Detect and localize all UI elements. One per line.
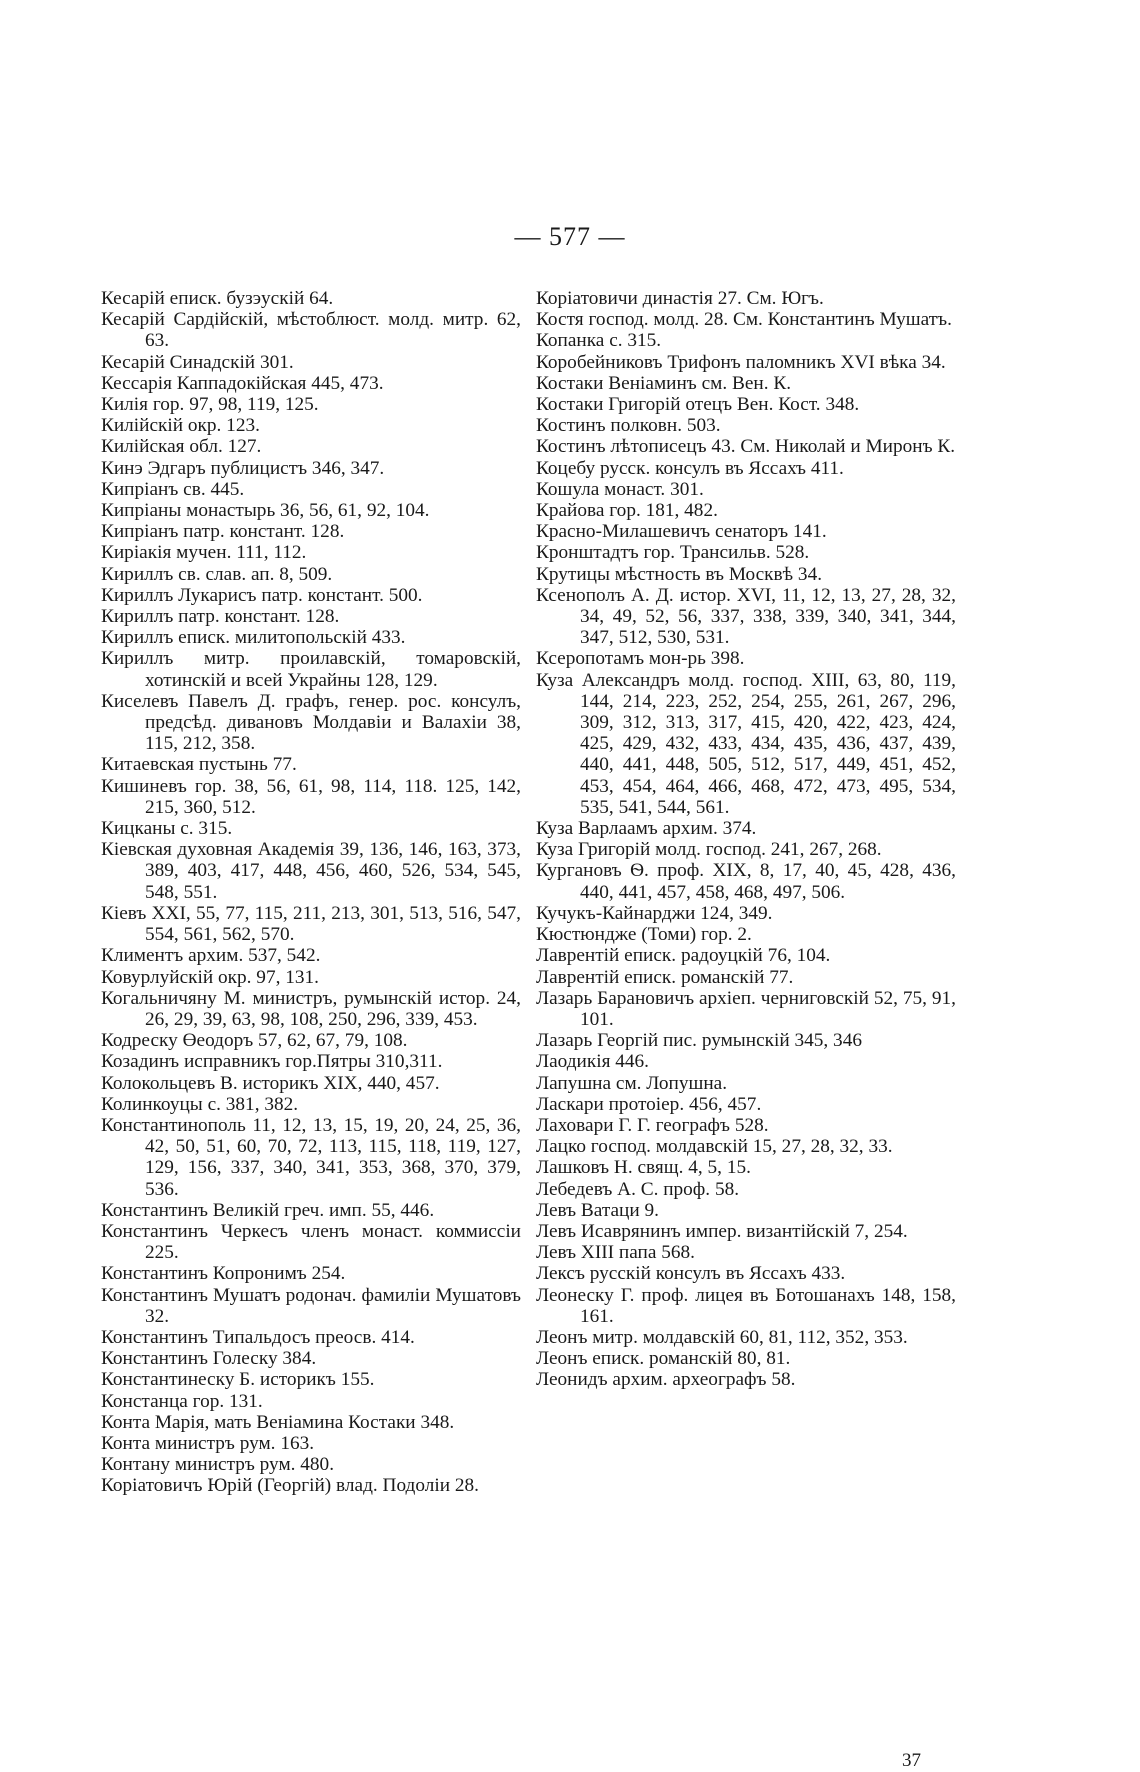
index-entry: Кириллъ Лукарисъ патр. констант. 500. — [101, 584, 423, 606]
index-entry: Лаврентій еписк. радоуцкій 76, 104. — [536, 945, 831, 967]
index-entry: Кириллъ патр. констант. 128. — [101, 606, 340, 628]
index-column-right — [536, 288, 956, 1391]
index-entry: Конта Марія, мать Веніамина Костаки 348. — [101, 1411, 455, 1433]
index-entry: Коріатовичи династія 27. См. Югъ. — [536, 288, 824, 309]
index-entry: Когальничяну М. министръ, румынскій истор. 24, 26, 29, 39, 63, 98, 108, 250, 296, 339, 453. — [101, 987, 521, 1030]
index-entry: Коробейниковъ Трифонъ паломникъ XVI вѣка 34. — [536, 351, 946, 373]
index-entry: Левъ Исаврянинъ импер. византійскій 7, 254. — [536, 1220, 908, 1242]
index-entry: Костаки Григорій отецъ Вен. Кост. 348. — [536, 394, 860, 416]
index-entry: Кучукъ-Кайнарджи 124, 349. — [536, 902, 773, 924]
index-entry: Кронштадтъ гор. Трансильв. 528. — [536, 542, 810, 564]
index-entry: Килійскій окр. 123. — [101, 415, 260, 437]
signature-mark: 37 — [902, 1750, 921, 1771]
index-entry: Конта министръ рум. 163. — [101, 1432, 315, 1454]
index-entry: Кириллъ митр. проилавскій, томаровскій, хотинскій и всей Украйны 128, 129. — [101, 648, 521, 691]
index-entry: Костинъ лѣтописецъ 43. См. Николай и Миронъ К. — [536, 436, 956, 458]
index-entry: Коріатовичъ Юрій (Георгій) влад. Подоліи 28. — [101, 1475, 479, 1497]
index-entry: Колинкоуцы с. 381, 382. — [101, 1093, 299, 1115]
index-column-left — [101, 288, 521, 1497]
index-entry: Ксеропотамъ мон-рь 398. — [536, 648, 745, 670]
index-entry: Крайова гор. 181, 482. — [536, 500, 718, 522]
index-entry: Копанка с. 315. — [536, 330, 662, 352]
index-entry: Куза Александръ молд. господ. XIII, 63, 80, 119, 144, 214, 223, 252, 254, 255, 261, 267, 296, 309, 312, 313, 317, 415, 420, 422, 423, 424, 425, 429, 432, 433, 434, 435, 436, 437, 439, 440, 441, 448, 505, 512, 517, 449, 451, 452, 453, 454, 464, 466, 468, 472, 473, 495, 534, 535, 541, 544, 561. — [536, 669, 956, 818]
index-entry: Константинъ Голеску 384. — [101, 1348, 317, 1370]
index-entry: Куза Варлаамъ архим. 374. — [536, 818, 757, 840]
index-entry: Лаодикія 446. — [536, 1051, 650, 1073]
index-entry: Констанца гор. 131. — [101, 1390, 263, 1412]
page-number: — 577 — — [514, 222, 626, 251]
index-entry: Константинъ Копронимъ 254. — [101, 1263, 346, 1285]
index-entry: Климентъ архим. 537, 542. — [101, 945, 321, 967]
index-entry: Леонъ митр. молдавскій 60, 81, 112, 352, 353. — [536, 1326, 908, 1348]
index-entry: Лашковъ Н. свящ. 4, 5, 15. — [536, 1157, 751, 1179]
index-entry: Константинъ Черкесъ членъ монаст. коммиссіи 225. — [101, 1220, 521, 1264]
index-entry: Кишиневъ гор. 38, 56, 61, 98, 114, 118. 125, 142, 215, 360, 512. — [101, 775, 521, 818]
index-entry: Ксенополъ А. Д. истор. XVI, 11, 12, 13, 27, 28, 32, 34, 49, 52, 56, 337, 338, 339, 340, 341, 344, 347, 512, 530, 531. — [536, 584, 956, 649]
index-entry: Контану министръ рум. 480. — [101, 1454, 335, 1476]
index-entry: Кинэ Эдгаръ публицистъ 346, 347. — [101, 457, 385, 479]
index-entry: Куза Григорій молд. господ. 241, 267, 268. — [536, 839, 882, 861]
index-entry: Константинеску Б. историкъ 155. — [101, 1369, 375, 1391]
index-entry: Кесарій Синадскій 301. — [101, 351, 294, 373]
index-entry: Кодреску Өеодоръ 57, 62, 67, 79, 108. — [101, 1030, 408, 1052]
index-entry: Кириллъ еписк. милитопольскій 433. — [101, 627, 406, 649]
index-entry: Левъ XIII папа 568. — [536, 1242, 695, 1264]
index-entry: Костя господ. молд. 28. См. Константинъ Мушатъ. — [536, 309, 952, 331]
index-entry: Кессарія Каппадокійская 445, 473. — [101, 372, 384, 394]
index-entry: Лаховари Г. Г. географъ 528. — [536, 1114, 769, 1136]
index-entry: Левъ Ватаци 9. — [536, 1199, 659, 1221]
index-entry: Кипріанъ св. 445. — [101, 478, 245, 500]
index-entry: Кириллъ св. слав. ап. 8, 509. — [101, 563, 333, 585]
index-entry: Кошула монаст. 301. — [536, 478, 704, 500]
index-entry: Лаврентій еписк. романскій 77. — [536, 966, 794, 988]
index-entry: Константинополь 11, 12, 13, 15, 19, 20, 24, 25, 36, 42, 50, 51, 60, 70, 72, 113, 115, 118, 119, 127, 129, 156, 337, 340, 341, 353, 368, 370, 379, 536. — [101, 1114, 521, 1200]
index-entry: Киселевъ Павелъ Д. графъ, генер. рос. консулъ, предсѣд. дивановъ Молдавіи и Валахіи 38, 115, 212, 358. — [101, 690, 521, 755]
index-entry: Киріакія мучен. 111, 112. — [101, 542, 307, 564]
index-entry: Лапушна см. Лопушна. — [536, 1072, 728, 1094]
index-entry: Кургановъ Ѳ. проф. XIX, 8, 17, 40, 45, 428, 436, 440, 441, 457, 458, 468, 497, 506. — [536, 860, 956, 903]
index-entry: Кіевъ XXI, 55, 77, 115, 211, 213, 301, 513, 516, 547, 554, 561, 562, 570. — [101, 902, 521, 946]
index-entry: Крутицы мѣстность въ Москвѣ 34. — [536, 563, 823, 585]
index-entry: Кесарій Сардійскій, мѣстоблюст. молд. митр. 62, 63. — [101, 309, 521, 352]
index-entry: Кипріанъ патр. констант. 128. — [101, 521, 345, 543]
index-entry: Константинъ Типальдосъ преосв. 414. — [101, 1326, 415, 1348]
index-entry: Колокольцевъ В. историкъ XIX, 440, 457. — [101, 1072, 440, 1094]
index-entry: Килійская обл. 127. — [101, 436, 262, 458]
index-entry: Кесарій еписк. бузэускій 64. — [101, 288, 334, 309]
index-entry: Леонъ еписк. романскій 80, 81. — [536, 1348, 791, 1370]
index-entry: Леонидъ архим. археографъ 58. — [536, 1369, 796, 1391]
index-entry: Леонеску Г. проф. лицея въ Ботошанахъ 148, 158, 161. — [536, 1284, 956, 1327]
index-entry: Килія гор. 97, 98, 119, 125. — [101, 394, 319, 416]
index-entry: Лексъ русскій консулъ въ Яссахъ 433. — [536, 1263, 846, 1285]
index-entry: Константинъ Великій греч. имп. 55, 446. — [101, 1199, 435, 1221]
index-entry: Кипріаны монастырь 36, 56, 61, 92, 104. — [101, 500, 430, 522]
index-entry: Константинъ Мушатъ родонач. фамиліи Мушатовъ 32. — [101, 1284, 521, 1327]
index-entry: Лазарь Георгій пис. румынскій 345, 346 — [536, 1030, 862, 1052]
index-entry: Ковурлуйскій окр. 97, 131. — [101, 966, 319, 988]
index-entry: Китаевская пустынь 77. — [101, 754, 297, 776]
index-entry: Костаки Веніаминъ см. Вен. К. — [536, 372, 792, 394]
index-entry: Ласкари протоіер. 456, 457. — [536, 1093, 762, 1115]
index-entry: Козадинъ исправникъ гор.Пятры 310,311. — [101, 1051, 443, 1073]
index-entry: Лацко господ. молдавскій 15, 27, 28, 32, 33. — [536, 1136, 893, 1158]
index-entry: Кіевская духовная Академія 39, 136, 146, 163, 373, 389, 403, 417, 448, 456, 460, 526, 534, 545, 548, 551. — [101, 839, 521, 903]
index-entry: Лебедевъ А. С. проф. 58. — [536, 1178, 740, 1200]
index-entry: Кюстюндже (Томи) гор. 2. — [536, 924, 752, 946]
index-entry: Костинъ полковн. 503. — [536, 415, 721, 437]
index-entry: Коцебу русск. консулъ въ Яссахъ 411. — [536, 457, 844, 479]
index-entry: Кицканы с. 315. — [101, 818, 233, 840]
index-entry: Красно-Милашевичъ сенаторъ 141. — [536, 521, 827, 543]
index-entry: Лазарь Барановичъ архіеп. черниговскій 52, 75, 91, 101. — [536, 987, 956, 1030]
